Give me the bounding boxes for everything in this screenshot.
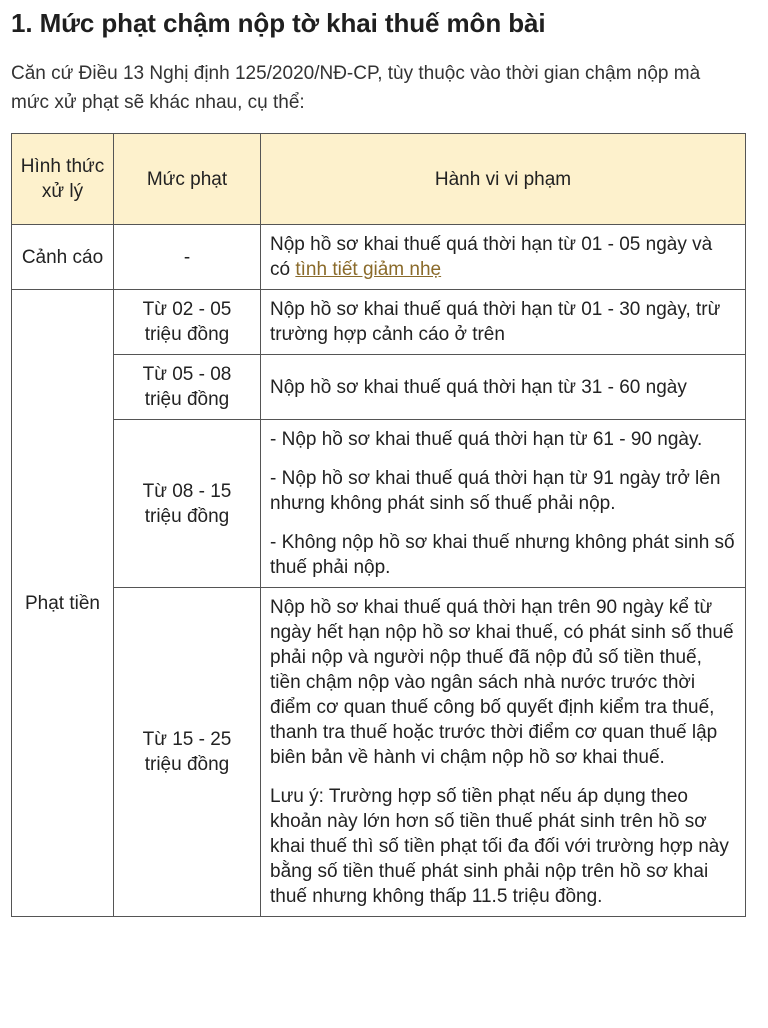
header-violation: Hành vi vi phạm [261,134,746,225]
violation-cell [261,225,746,290]
fine-cell: Từ 05 - 08 triệu đồng [114,355,261,420]
violation-item: - Nộp hồ sơ khai thuế quá thời hạn từ 61 - 90 ngày. [270,429,703,450]
header-fine: Mức phạt [114,134,261,225]
fine-cell: Từ 08 - 15 triệu đồng [114,420,261,588]
table-row [12,225,746,290]
violation-item: Nộp hồ sơ khai thuế quá thời hạn trên 90 ngày kể từ ngày hết hạn nộp hồ sơ khai thuế, có phát sinh số thuế phải nộp và người nộp thuế đã nộp đủ số tiền thuế, tiền chậm nộp vào ngân sách nhà nước trước thời điểm cơ quan thuế công bố quyết định kiểm tra thuế, thanh tra thuế hoặc trước thời điểm cơ quan thuế lập biên bản về hành vi chậm nộp hồ sơ khai thuế. [270,597,734,768]
violation-item: - Nộp hồ sơ khai thuế quá thời hạn từ 91 ngày trở lên nhưng không phát sinh số thuế phải nộp. [270,468,721,514]
violation-item: - Không nộp hồ sơ khai thuế nhưng không phát sinh số thuế phải nộp. [270,532,735,578]
violation-cell [261,588,746,917]
violation-cell [261,420,746,588]
penalty-table [11,133,746,917]
table-row [12,420,746,588]
violation-cell: Nộp hồ sơ khai thuế quá thời hạn từ 01 - 30 ngày, trừ trường hợp cảnh cáo ở trên [261,290,746,355]
violation-cell: Nộp hồ sơ khai thuế quá thời hạn từ 31 - 60 ngày [261,355,746,420]
fine-cell: Từ 15 - 25 triệu đồng [114,588,261,917]
violation-text: Nộp hồ sơ khai thuế quá thời hạn từ 01 - 05 ngày và có [270,234,713,280]
intro-paragraph: Căn cứ Điều 13 Nghị định 125/2020/NĐ-CP, tùy thuộc vào thời gian chậm nộp mà mức xử phạt sẽ khác nhau, cụ thể: [11,63,701,113]
fine-cell: - [114,225,261,290]
table-header-row [12,134,746,225]
fine-cell: Từ 02 - 05 triệu đồng [114,290,261,355]
form-cell: Phạt tiền [12,290,114,917]
section-heading: 1. Mức phạt chậm nộp tờ khai thuế môn bài [11,8,546,38]
table-row [12,290,746,355]
form-cell: Cảnh cáo [12,225,114,290]
table-row [12,355,746,420]
table-row [12,588,746,917]
violation-note: Lưu ý: Trường hợp số tiền phạt nếu áp dụng theo khoản này lớn hơn số tiền thuế phát sinh trên hồ sơ khai thuế thì số tiền phạt tối đa đối với trường hợp này bằng số tiền thuế phát sinh phải nộp trên hồ sơ khai thuế nhưng không thấp 11.5 triệu đồng. [270,786,729,907]
header-form: Hình thức xử lý [12,134,114,225]
mitigating-circumstances-link[interactable]: tình tiết giảm nhẹ [295,259,442,280]
